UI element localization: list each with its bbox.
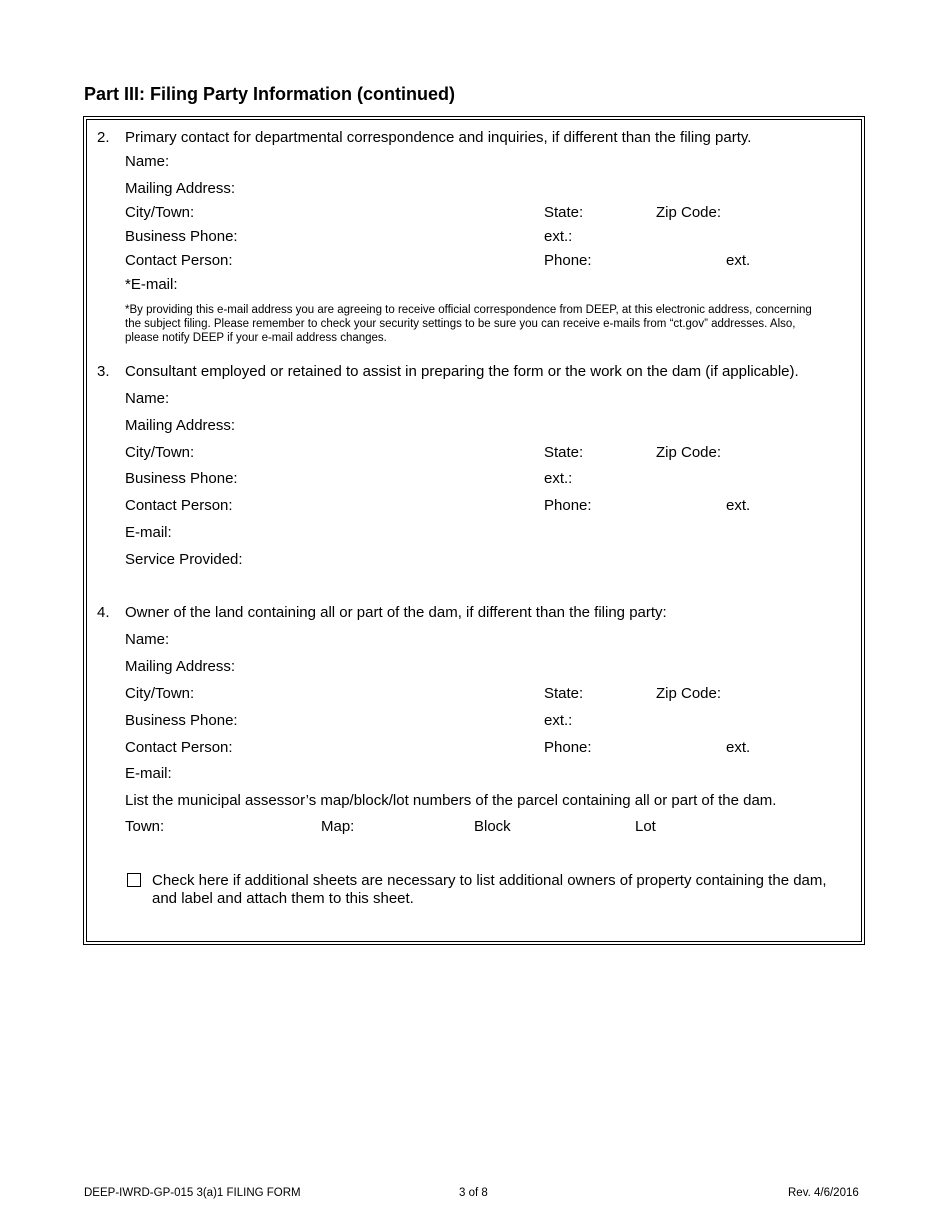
section4-email-label: E-mail: [125, 765, 172, 782]
footer-form-id: DEEP-IWRD-GP-015 3(a)1 FILING FORM [84, 1187, 301, 1199]
section2-phone-label: Phone: [544, 252, 592, 269]
section4-zip-label: Zip Code: [656, 685, 722, 702]
section2-contact-label: Contact Person: [125, 252, 233, 269]
section2-ext-label: ext. [726, 252, 751, 269]
section3-name-label: Name: [125, 390, 170, 407]
section2-zip-label: Zip Code: [656, 204, 722, 221]
section4-lot-label: Lot [635, 818, 656, 835]
page-title: Part III: Filing Party Information (continued) [84, 84, 456, 104]
footer-page-number: 3 of 8 [459, 1187, 488, 1199]
section2-name-label: Name: [125, 153, 170, 170]
section2-city-label: City/Town: [125, 204, 195, 221]
section4-assessor-text: List the municipal assessor’s map/block/lot numbers of the parcel containing all or part of the dam. [125, 792, 777, 809]
section3-phone-label: Phone: [544, 497, 592, 514]
section4-city-label: City/Town: [125, 685, 195, 702]
section4-contact-label: Contact Person: [125, 739, 233, 756]
section3-business-phone-label: Business Phone: [125, 470, 238, 487]
section3-email-label: E-mail: [125, 524, 172, 541]
section3-service-label: Service Provided: [125, 551, 243, 568]
section4-block-label: Block [474, 818, 511, 835]
section3-city-label: City/Town: [125, 444, 195, 461]
section2-email-label: *E-mail: [125, 276, 178, 293]
footer-revision: Rev. 4/6/2016 [788, 1187, 859, 1199]
section2-mailing-label: Mailing Address: [125, 180, 236, 197]
additional-sheets-checkbox[interactable] [127, 873, 141, 887]
section4-mailing-label: Mailing Address: [125, 658, 236, 675]
section2-heading: Primary contact for departmental correspondence and inquiries, if different than the filing party. [125, 129, 752, 146]
section3-ext-label: ext. [726, 497, 751, 514]
section4-phone-label: Phone: [544, 739, 592, 756]
section2-number: 2. [97, 129, 110, 146]
section3-contact-label: Contact Person: [125, 497, 233, 514]
section3-number: 3. [97, 363, 110, 380]
section2-business-ext-label: ext.: [544, 228, 573, 245]
section4-heading: Owner of the land containing all or part of the dam, if different than the filing party: [125, 604, 667, 621]
section4-number: 4. [97, 604, 110, 621]
section3-heading: Consultant employed or retained to assist in preparing the form or the work on the dam (if applicable). [125, 363, 799, 380]
section2-email-note: *By providing this e-mail address you are agreeing to receive official correspondence from DEEP, at this electronic address, concerning the subject filing. Please remember to check your security settings to be sure you can receive e-mails from “ct.gov” addresses. Also, please notify DEEP if your e-mail address changes. [125, 304, 812, 344]
additional-sheets-checkbox-label: Check here if additional sheets are necessary to list additional owners of property containing the dam, and label and attach them to this sheet. [152, 872, 827, 907]
section4-state-label: State: [544, 685, 584, 702]
section3-business-ext-label: ext.: [544, 470, 573, 487]
section2-state-label: State: [544, 204, 584, 221]
section3-mailing-label: Mailing Address: [125, 417, 236, 434]
section4-town-label: Town: [125, 818, 165, 835]
section4-map-label: Map: [321, 818, 355, 835]
section4-business-phone-label: Business Phone: [125, 712, 238, 729]
section4-business-ext-label: ext.: [544, 712, 573, 729]
section3-state-label: State: [544, 444, 584, 461]
section3-zip-label: Zip Code: [656, 444, 722, 461]
section4-name-label: Name: [125, 631, 170, 648]
section2-business-phone-label: Business Phone: [125, 228, 238, 245]
section4-ext-label: ext. [726, 739, 751, 756]
